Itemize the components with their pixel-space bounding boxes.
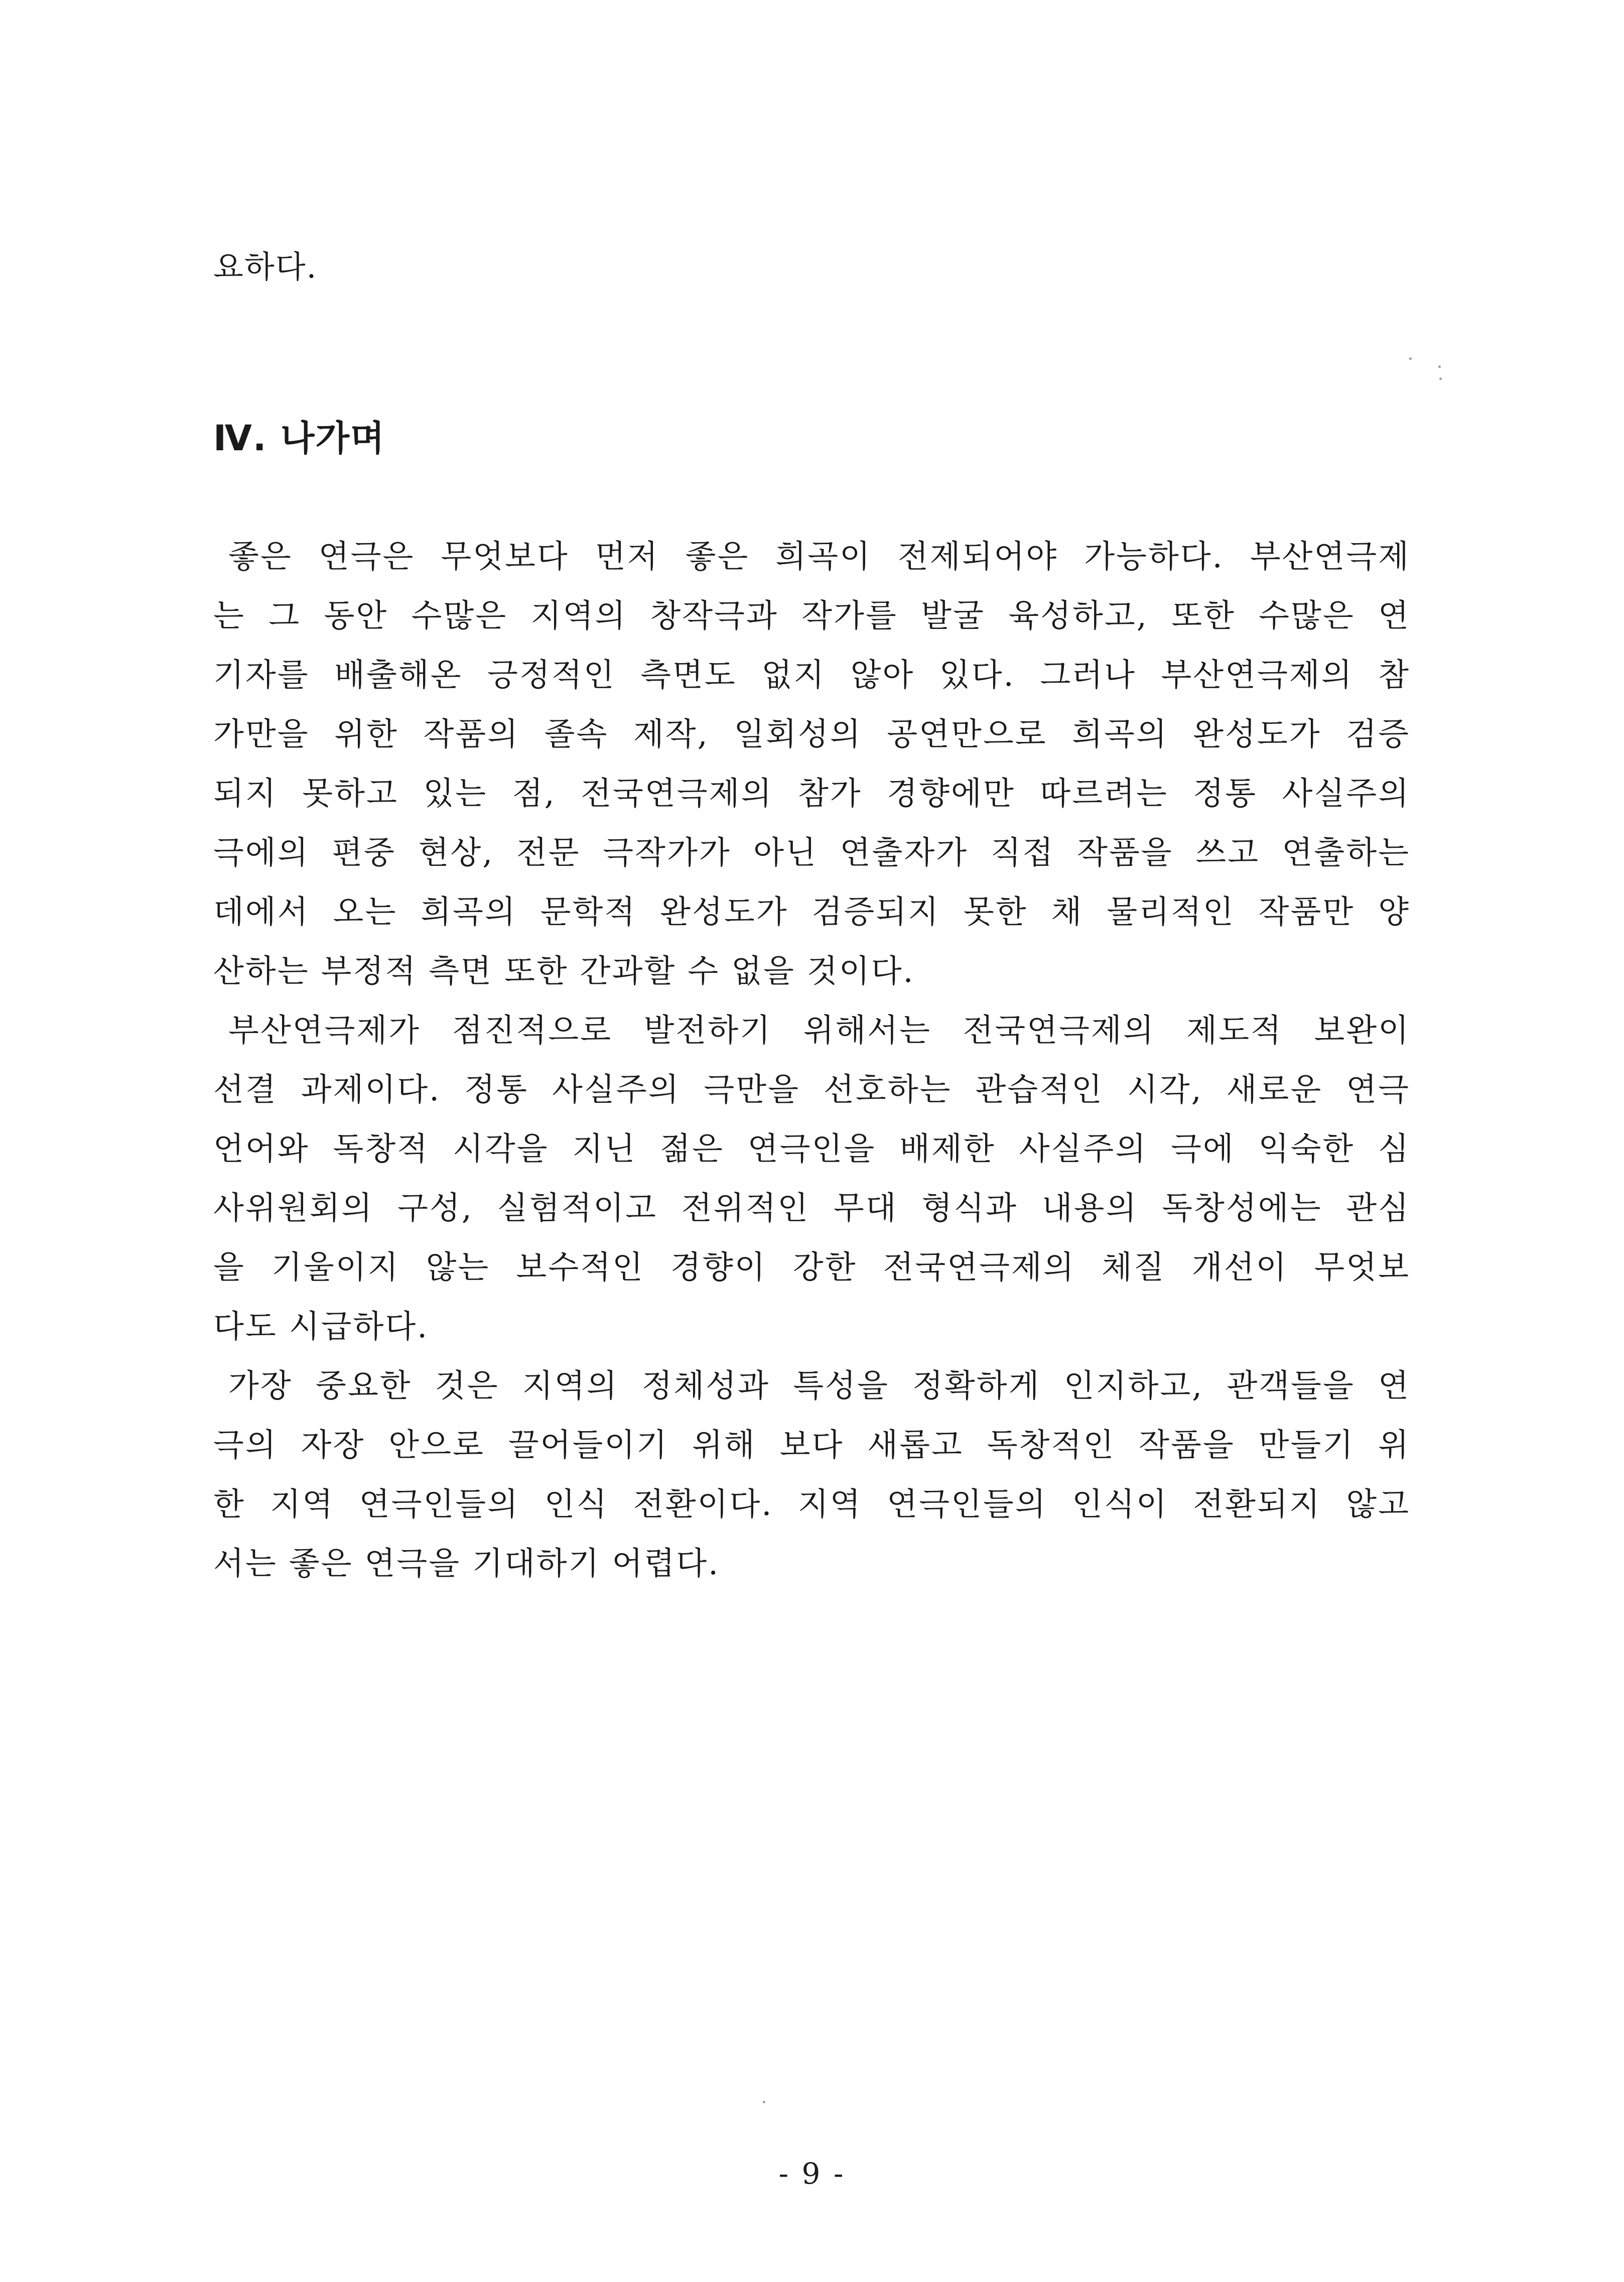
- scan-speck: [1439, 377, 1442, 380]
- text-line: 선결 과제이다. 정통 사실주의 극만을 선호하는 관습적인 시각, 새로운 연극: [213, 1071, 1410, 1108]
- text-line: 산하는 부정적 측면 또한 간과할 수 없을 것이다.: [213, 953, 915, 989]
- text-line: 극에의 편중 현상, 전문 극작가가 아닌 연출자가 직접 작품을 쓰고 연출하는: [213, 834, 1410, 871]
- text-line: 기자를 배출해온 긍정적인 측면도 없지 않아 있다. 그러나 부산연극제의 참: [213, 657, 1410, 693]
- section-heading: Ⅳ. 나가며: [213, 418, 385, 459]
- page-number: - 9 -: [778, 2157, 846, 2191]
- text-line: 언어와 독창적 시각을 지닌 젊은 연극인을 배제한 사실주의 극에 익숙한 심: [213, 1130, 1410, 1167]
- carry-over-text: 요하다.: [213, 248, 318, 285]
- paragraph-3: [213, 1356, 1410, 1593]
- text-line: 부산연극제가 점진적으로 발전하기 위해서는 전국연극제의 제도적 보완이: [228, 1012, 1410, 1049]
- paragraph-2: [213, 1001, 1410, 1356]
- text-line: 는 그 동안 수많은 지역의 창작극과 작가를 발굴 육성하고, 또한 수많은 연: [213, 597, 1410, 634]
- text-line: 극의 자장 안으로 끌어들이기 위해 보다 새롭고 독창적인 작품을 만들기 위: [213, 1427, 1410, 1463]
- text-line: 을 기울이지 않는 보수적인 경향이 강한 전국연극제의 체질 개선이 무엇보: [213, 1249, 1410, 1286]
- paragraph-1: [213, 527, 1410, 1001]
- text-line: 사위원회의 구성, 실험적이고 전위적인 무대 형식과 내용의 독창성에는 관심: [213, 1190, 1410, 1226]
- text-line: 데에서 오는 희곡의 문학적 완성도가 검증되지 못한 채 물리적인 작품만 양: [213, 894, 1410, 930]
- text-line: 다도 시급하다.: [213, 1308, 429, 1345]
- body-text: [213, 527, 1410, 1593]
- text-line: 가만을 위한 작품의 졸속 제작, 일회성의 공연만으로 희곡의 완성도가 검증: [213, 716, 1410, 752]
- text-line: 서는 좋은 연극을 기대하기 어렵다.: [213, 1545, 720, 1582]
- text-line: 좋은 연극은 무엇보다 먼저 좋은 희곡이 전제되어야 가능하다. 부산연극제: [228, 538, 1410, 575]
- text-line: 되지 못하고 있는 점, 전국연극제의 참가 경향에만 따르려는 정통 사실주의: [213, 775, 1410, 812]
- text-line: 가장 중요한 것은 지역의 정체성과 특성을 정확하게 인지하고, 관객들을 연: [228, 1367, 1410, 1404]
- scan-speck: [763, 2101, 765, 2103]
- scan-speck: [1409, 357, 1412, 360]
- scan-speck: [1438, 365, 1441, 368]
- text-line: 한 지역 연극인들의 인식 전환이다. 지역 연극인들의 인식이 전환되지 않고: [213, 1486, 1410, 1523]
